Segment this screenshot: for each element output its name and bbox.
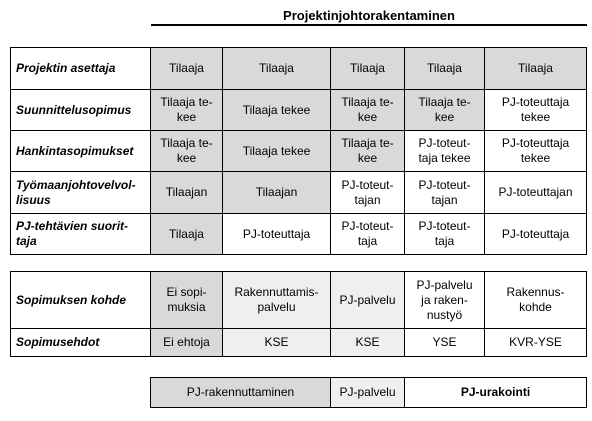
category-pj-urakointi: PJ-urakointi bbox=[405, 378, 587, 408]
table-cell: Tilaaja te- kee bbox=[331, 90, 405, 131]
table-cell: Tilaaja bbox=[223, 48, 331, 90]
table-cell: PJ-toteuttaja bbox=[485, 214, 587, 255]
table-row bbox=[11, 214, 587, 255]
table-cell: KSE bbox=[331, 329, 405, 357]
table-row bbox=[11, 90, 587, 131]
table-cell: Tilaaja bbox=[485, 48, 587, 90]
row-header-hankintasopimukset: Hankintasopimukset bbox=[11, 131, 151, 172]
table-cell: Tilaaja te- kee bbox=[331, 131, 405, 172]
table-cell: Tilaaja bbox=[151, 214, 223, 255]
table-cell: Tilaaja te- kee bbox=[151, 90, 223, 131]
row-header-pj-tehtavien-suorittaja: PJ-tehtävien suorit- taja bbox=[11, 214, 151, 255]
table-cell: PJ-toteut- tajan bbox=[405, 172, 485, 214]
table-cell: Tilaaja tekee bbox=[223, 90, 331, 131]
page-title: Projektinjohtorakentaminen bbox=[283, 8, 455, 23]
table-cell: Tilaaja te- kee bbox=[151, 131, 223, 172]
table-cell: PJ-toteuttaja bbox=[223, 214, 331, 255]
table-cell: PJ-toteuttaja tekee bbox=[485, 90, 587, 131]
table-cell: PJ-palvelu ja raken- nustyö bbox=[405, 272, 485, 329]
category-pj-rakennuttaminen: PJ-rakennuttaminen bbox=[151, 378, 331, 408]
table-cell: Tilaaja te- kee bbox=[405, 90, 485, 131]
row-header-sopimusehdot: Sopimusehdot bbox=[11, 329, 151, 357]
table-row bbox=[151, 378, 587, 408]
table-row bbox=[11, 131, 587, 172]
table-cell: PJ-toteut- tajan bbox=[331, 172, 405, 214]
table-cell: Ei sopi- muksia bbox=[151, 272, 223, 329]
table-cell: KVR-YSE bbox=[485, 329, 587, 357]
row-header-tyomaanjohtovelvollisuus: Työmaanjohtovelvol- lisuus bbox=[11, 172, 151, 214]
table-cell: Rakennus- kohde bbox=[485, 272, 587, 329]
table-cell: Tilaajan bbox=[151, 172, 223, 214]
table-cell: PJ-toteuttaja tekee bbox=[485, 131, 587, 172]
row-header-suunnittelusopimus: Suunnittelusopimus bbox=[11, 90, 151, 131]
table-cell: Tilaaja tekee bbox=[223, 131, 331, 172]
category-table bbox=[150, 377, 587, 408]
table-cell: Tilaaja bbox=[331, 48, 405, 90]
table-row bbox=[11, 272, 587, 329]
title-underline bbox=[151, 24, 587, 26]
table-row bbox=[11, 172, 587, 214]
table-cell: Tilaaja bbox=[151, 48, 223, 90]
table-cell: PJ-toteuttajan bbox=[485, 172, 587, 214]
table-cell: PJ-palvelu bbox=[331, 272, 405, 329]
table-cell: PJ-toteut- taja tekee bbox=[405, 131, 485, 172]
table-row bbox=[11, 48, 587, 90]
table-cell: Tilaaja bbox=[405, 48, 485, 90]
category-pj-palvelu: PJ-palvelu bbox=[331, 378, 405, 408]
table-cell: Rakennuttamis- palvelu bbox=[223, 272, 331, 329]
table-cell: PJ-toteut- taja bbox=[331, 214, 405, 255]
row-header-projektin-asettaja: Projektin asettaja bbox=[11, 48, 151, 90]
table-cell: PJ-toteut- taja bbox=[405, 214, 485, 255]
table-cell: Ei ehtoja bbox=[151, 329, 223, 357]
table-cell: Tilaajan bbox=[223, 172, 331, 214]
row-header-sopimuksen-kohde: Sopimuksen kohde bbox=[11, 272, 151, 329]
table-cell: KSE bbox=[223, 329, 331, 357]
responsibility-table bbox=[10, 47, 587, 255]
table-cell: YSE bbox=[405, 329, 485, 357]
contract-table bbox=[10, 271, 587, 357]
table-row bbox=[11, 329, 587, 357]
